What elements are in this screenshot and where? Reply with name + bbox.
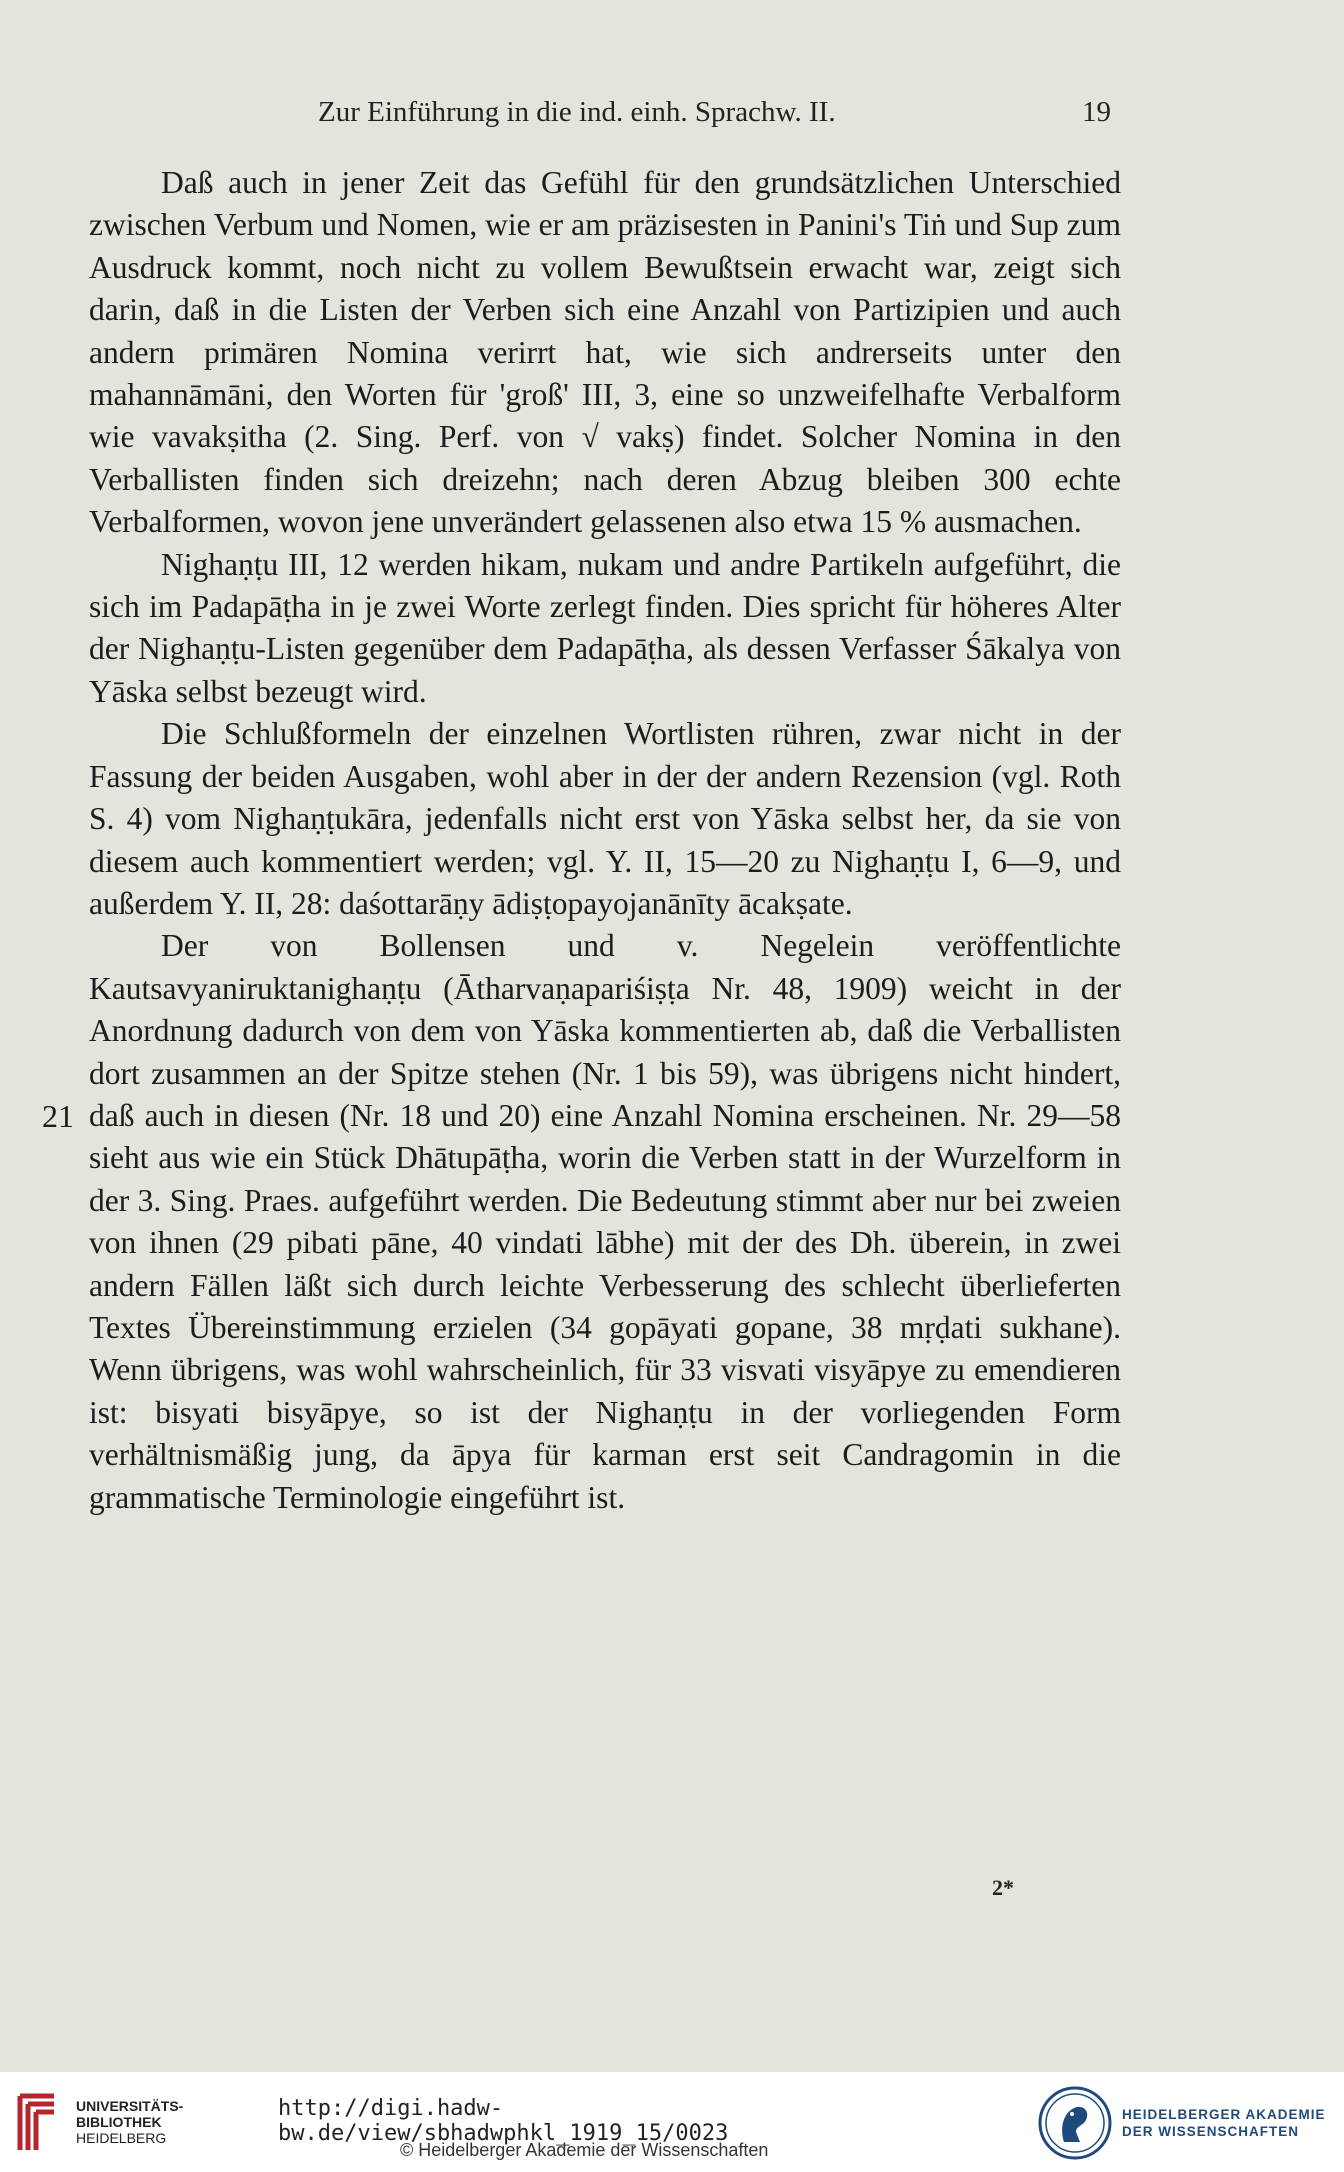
page-number: 19 bbox=[1082, 96, 1111, 128]
library-name-line: BIBLIOTHEK bbox=[76, 2114, 162, 2130]
footer-bar bbox=[0, 2072, 1344, 2172]
library-name bbox=[76, 2098, 183, 2146]
academy-name-line: HEIDELBERGER AKADEMIE bbox=[1122, 2107, 1326, 2122]
copyright-notice: © Heidelberger Akademie der Wissenschaften bbox=[400, 2140, 769, 2160]
paragraph: Der von Bollensen und v. Negelein veröffentlichte Kautsavyaniruktanighaṇṭu (Ātharvaṇapariśiṣṭa Nr. 48, 1909) weicht in der Anordnung dadurch von dem von Yāska kommentierten ab, daß die Verballisten dort zusammen an der Spitze stehen (Nr. 1 bis 59), was übrigens nicht hindert, daß auch in diesen (Nr. 18 und 20) eine Anzahl Nomina erscheinen. Nr. 29—58 sieht aus wie ein Stück Dhātupāṭha, worin die Verben statt in der Wurzelform in der 3. Sing. Praes. aufgeführt werden. Die Bedeutung stimmt aber nur bei zweien von ihnen (29 pibati pāne, 40 vindati lābhe) mit der des Dh. überein, in zwei andern Fällen läßt sich durch leichte Verbesserung des schlecht überlieferten Textes Übereinstimmung erzielen (34 gopāyati gopane, 38 mṛḍati sukhane). Wenn übrigens, was wohl wahrscheinlich, für 33 visvati visyāpye zu emendieren ist: bisyati bisyāpye, so ist der Nighaṇṭu in der vorliegenden Form verhältnismäßig jung, da āpya für karman erst seit Candragomin in die grammatische Terminologie eingeführt ist. bbox=[89, 928, 1121, 1515]
running-title: Zur Einführung in die ind. einh. Sprachw. II. bbox=[318, 96, 836, 128]
academy-seal-icon bbox=[1036, 2084, 1114, 2166]
library-name-line: UNIVERSITÄTS- bbox=[76, 2098, 184, 2114]
body-text bbox=[89, 162, 1121, 1519]
signature-mark: 2* bbox=[992, 1875, 1014, 1900]
library-name-line: HEIDELBERG bbox=[76, 2130, 167, 2146]
paragraph: Die Schlußformeln der einzelnen Wortlisten rühren, zwar nicht in der Fassung der beiden Ausgaben, wohl aber in der der andern Rezension (vgl. Roth S. 4) vom Nighaṇṭukāra, jedenfalls nicht erst von Yāska selbst her, da sie von diesem auch kommentiert werden; vgl. Y. II, 15—20 zu Nighaṇṭu I, 6—9, und außerdem Y. II, 28: daśottarāṇy ādiṣṭopayojanānīty ācakṣate. bbox=[89, 716, 1121, 921]
permalink-url[interactable]: http://digi.hadw-bw.de/view/sbhadwphkl_1919_15/0023 bbox=[278, 2096, 729, 2146]
academy-name-line: DER WISSENSCHAFTEN bbox=[1122, 2124, 1300, 2139]
academy-name bbox=[1122, 2106, 1326, 2140]
library-logo-icon bbox=[14, 2090, 72, 2160]
paragraph: Nighaṇṭu III, 12 werden hikam, nukam und andre Partikeln aufgeführt, die sich im Padapāṭha in je zwei Worte zerlegt finden. Dies spricht für höheres Alter der Nighaṇṭu-Listen gegenüber dem Padapāṭha, als dessen Verfasser Śākalya von Yāska selbst bezeugt wird. bbox=[89, 546, 1121, 709]
margin-section-number: 21 bbox=[42, 1098, 74, 1134]
paragraph: Daß auch in jener Zeit das Gefühl für den grundsätzlichen Unterschied zwischen Verbum und Nomen, wie er am präzisesten in Panini's Tiṅ und Sup zum Ausdruck kommt, noch nicht zu vollem Bewußtsein erwacht war, zeigt sich darin, daß in die Listen der Verben sich eine Anzahl von Partizipien und auch andern primären Nomina verirrt hat, wie sich andrerseits unter den mahannāmāni, den Worten für 'groß' III, 3, eine so unzweifelhafte Verbalform wie vavakṣitha (2. Sing. Perf. von √ vakṣ) findet. Solcher Nomina in den Verballisten finden sich dreizehn; nach deren Abzug bleiben 300 echte Verbalformen, wovon jene unverändert gelassenen also etwa 15 % ausmachen. bbox=[89, 165, 1121, 540]
